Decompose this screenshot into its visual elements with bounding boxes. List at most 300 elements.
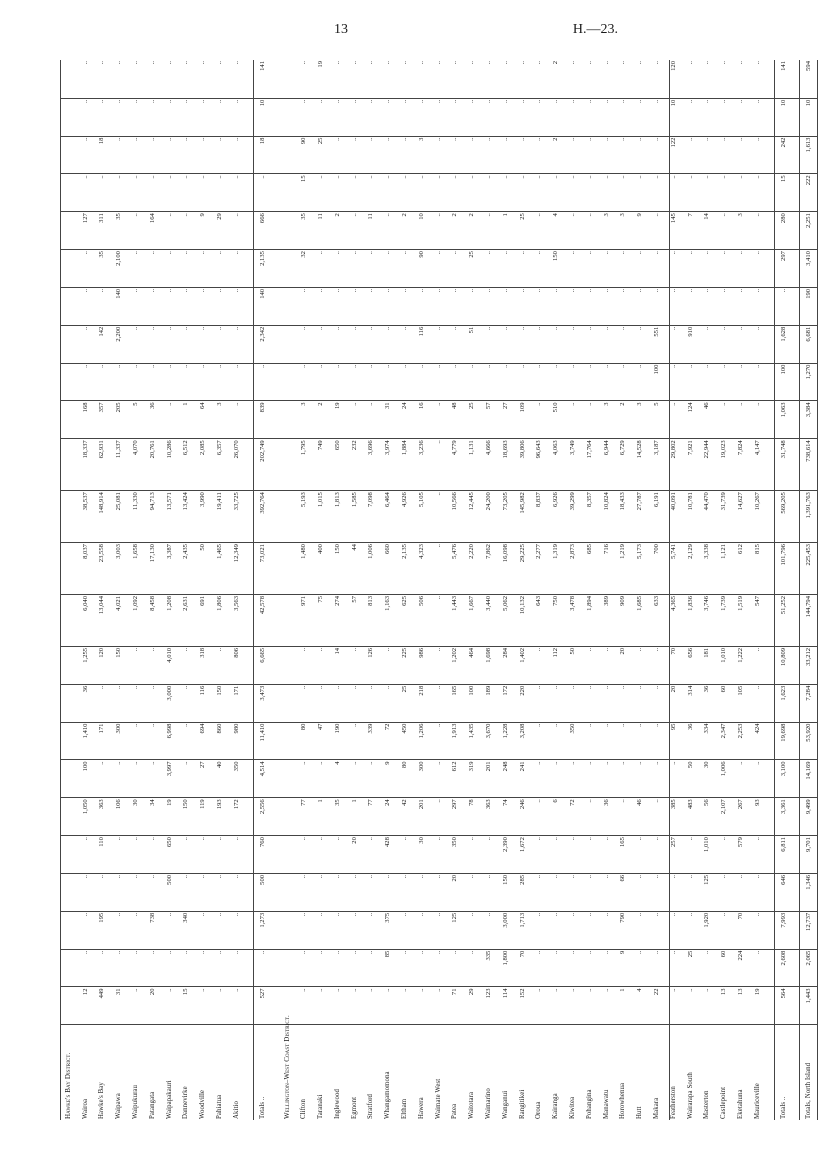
table-cell: 57: [346, 594, 363, 646]
table-cell: ..: [144, 136, 161, 174]
table-cell: ..: [581, 873, 598, 911]
table-cell: 11,330: [127, 491, 144, 543]
table-cell: 3,387: [161, 543, 178, 595]
table-cell: 3: [598, 401, 615, 439]
table-cell: ..: [127, 98, 144, 136]
table-cell: 1,015: [312, 491, 329, 543]
table-cell: 171: [94, 722, 111, 760]
table-cell: 1,813: [329, 491, 346, 543]
table-cell: 22: [648, 987, 665, 1025]
table-cell: ..: [346, 987, 363, 1025]
row-label: Kiwitea: [569, 1096, 576, 1119]
table-cell: ..: [514, 287, 531, 325]
table-cell: 50: [682, 760, 699, 798]
table-cell: 220: [514, 684, 531, 722]
table-cell: [279, 911, 296, 949]
table-cell: [766, 212, 775, 250]
table-cell: ..: [581, 60, 598, 98]
table-cell: ..: [346, 250, 363, 288]
table-cell: 1,800: [497, 949, 514, 987]
table-cell: ..: [178, 949, 195, 987]
row-label: Dannevirke: [182, 1086, 190, 1119]
table-cell: 643: [531, 594, 548, 646]
table-cell: ..: [497, 174, 514, 212]
table-cell: 1,443: [800, 987, 818, 1025]
table-cell: ..: [194, 363, 211, 401]
table-cell: 506: [413, 594, 430, 646]
table-cell: 357: [94, 401, 111, 439]
table-cell: 1,443: [447, 594, 464, 646]
table-cell: [766, 136, 775, 174]
table-cell: [279, 684, 296, 722]
table-cell: 10: [413, 212, 430, 250]
table-cell: ..: [682, 98, 699, 136]
table-cell: ..: [430, 60, 447, 98]
table-cell: ..: [346, 684, 363, 722]
table-cell: ..: [228, 325, 245, 363]
table-cell: ..: [631, 363, 648, 401]
table-cell: [245, 439, 254, 491]
table-cell: 18,337: [77, 439, 94, 491]
table-cell: ..: [531, 136, 548, 174]
table-cell: ..: [749, 98, 766, 136]
table-cell: 116: [413, 325, 430, 363]
table-cell: ..: [363, 287, 380, 325]
table-cell: ..: [480, 287, 497, 325]
table-cell: [279, 439, 296, 491]
table-cell: ..: [598, 684, 615, 722]
table-cell: ..: [379, 60, 396, 98]
table-cell: ..: [732, 136, 749, 174]
table-cell: 334: [698, 722, 715, 760]
table-cell: [271, 60, 279, 98]
table-cell: ..: [774, 287, 791, 325]
table-cell: ..: [547, 325, 564, 363]
table-cell: ..: [94, 363, 111, 401]
table-cell: ..: [346, 98, 363, 136]
table-cell: 40: [211, 760, 228, 798]
section-heading-row: [279, 60, 296, 1120]
table-cell: ..: [564, 873, 581, 911]
table-cell: ..: [77, 363, 94, 401]
table-cell: ..: [615, 798, 632, 836]
table-cell: 297: [447, 798, 464, 836]
table-cell: ..: [581, 836, 598, 874]
table-cell: 70: [514, 949, 531, 987]
table-cell: [271, 287, 279, 325]
table-cell: 114: [497, 987, 514, 1025]
table-cell: ..: [329, 911, 346, 949]
table-cell: ..: [598, 722, 615, 760]
table-cell: 1,202: [447, 646, 464, 684]
table-cell: ..: [631, 911, 648, 949]
table-cell: ..: [346, 646, 363, 684]
table-cell: ..: [598, 174, 615, 212]
table-cell: 1: [615, 987, 632, 1025]
table-cell: 6,665: [253, 646, 270, 684]
table-cell: 50: [564, 646, 581, 684]
table-cell: 29: [463, 987, 480, 1025]
table-cell: 738: [144, 911, 161, 949]
table-cell: ..: [715, 250, 732, 288]
table-cell: ..: [413, 174, 430, 212]
table-cell: ..: [581, 174, 598, 212]
table-cell: ..: [430, 646, 447, 684]
table-cell: ..: [430, 949, 447, 987]
table-cell: ..: [732, 760, 749, 798]
table-cell: 101,796: [774, 543, 791, 595]
table-cell: ..: [698, 949, 715, 987]
row-label: Pohangina: [585, 1089, 593, 1119]
table-cell: [245, 250, 254, 288]
row-label: Horowhenua: [619, 1082, 627, 1119]
table-cell: 242: [774, 136, 791, 174]
table-cell: ..: [581, 136, 598, 174]
table-cell: ..: [228, 401, 245, 439]
table-cell: 19,023: [715, 439, 732, 491]
table-cell: ..: [312, 250, 329, 288]
table-cell: ..: [598, 836, 615, 874]
table-cell: ..: [531, 684, 548, 722]
table-cell: 4,147: [749, 439, 766, 491]
table-cell: 350: [447, 836, 464, 874]
table-cell: [271, 646, 279, 684]
table-cell: ..: [698, 174, 715, 212]
table-cell: [245, 760, 254, 798]
table-cell: 3: [211, 401, 228, 439]
table-cell: 12,349: [228, 543, 245, 595]
table-cell: 450: [396, 722, 413, 760]
table-cell: ..: [514, 325, 531, 363]
table-cell: ..: [463, 949, 480, 987]
table-cell: 749: [312, 439, 329, 491]
table-cell: ..: [698, 287, 715, 325]
table-cell: [60, 287, 77, 325]
table-cell: 11: [363, 212, 380, 250]
table-cell: [791, 250, 800, 288]
table-cell: ..: [228, 949, 245, 987]
table-cell: 257: [665, 836, 682, 874]
table-cell: 3: [631, 401, 648, 439]
table-cell: ..: [581, 722, 598, 760]
table-cell: ..: [447, 325, 464, 363]
table-cell: ..: [144, 873, 161, 911]
table-cell: 2,135: [253, 250, 270, 288]
table-cell: ..: [346, 60, 363, 98]
table-cell: 110: [94, 836, 111, 874]
table-cell: 30: [413, 836, 430, 874]
table-cell: 94,713: [144, 491, 161, 543]
table-cell: [766, 760, 775, 798]
table-cell: [271, 174, 279, 212]
table-cell: ..: [110, 836, 127, 874]
table-cell: ..: [295, 325, 312, 363]
table-cell: ..: [346, 174, 363, 212]
table-cell: ..: [648, 760, 665, 798]
table-cell: 2,100: [110, 250, 127, 288]
table-cell: 4: [547, 212, 564, 250]
table-cell: ..: [715, 401, 732, 439]
table-cell: ..: [178, 250, 195, 288]
table-cell: ..: [715, 363, 732, 401]
table-cell: ..: [682, 836, 699, 874]
table-cell: ..: [749, 250, 766, 288]
table-cell: 666: [253, 212, 270, 250]
table-cell: 7,993: [774, 911, 791, 949]
table-cell: ..: [228, 363, 245, 401]
table-cell: [279, 325, 296, 363]
table-cell: ..: [749, 60, 766, 98]
table-cell: ..: [77, 287, 94, 325]
table-cell: ..: [682, 250, 699, 288]
table-cell: ..: [682, 873, 699, 911]
table-cell: 16,098: [497, 543, 514, 595]
table-cell: ..: [531, 798, 548, 836]
table-cell: ..: [161, 250, 178, 288]
table-cell: ..: [127, 60, 144, 98]
table-cell: 1,894: [581, 594, 598, 646]
table-cell: ..: [497, 250, 514, 288]
table-cell: 70: [665, 646, 682, 684]
table-cell: ..: [413, 60, 430, 98]
table-cell: 50: [194, 543, 211, 595]
table-row: [144, 60, 161, 1120]
table-cell: 145,982: [514, 491, 531, 543]
table-cell: 165: [447, 684, 464, 722]
table-cell: 3,478: [564, 594, 581, 646]
table-cell: ..: [77, 836, 94, 874]
table-cell: ..: [497, 60, 514, 98]
table-cell: [791, 60, 800, 98]
table-cell: ..: [194, 287, 211, 325]
table-cell: 29,225: [514, 543, 531, 595]
table-cell: ..: [295, 911, 312, 949]
table-cell: 813: [363, 594, 380, 646]
table-cell: ..: [312, 363, 329, 401]
table-row: [531, 60, 548, 1120]
table-cell: 172: [228, 798, 245, 836]
table-cell: ..: [110, 760, 127, 798]
table-cell: 3,997: [161, 760, 178, 798]
table-cell: [791, 836, 800, 874]
row-label: Mauriceville: [753, 1083, 761, 1119]
table-cell: ..: [564, 174, 581, 212]
table-cell: 11,410: [253, 722, 270, 760]
table-cell: 77: [295, 798, 312, 836]
table-cell: ..: [463, 60, 480, 98]
table-cell: 6,944: [598, 439, 615, 491]
table-cell: 36: [698, 684, 715, 722]
table-cell: ..: [194, 949, 211, 987]
table-cell: [279, 98, 296, 136]
table-cell: 29: [211, 212, 228, 250]
table-cell: ..: [682, 174, 699, 212]
table-cell: ..: [211, 287, 228, 325]
table-cell: ..: [564, 987, 581, 1025]
table-cell: 4,926: [396, 491, 413, 543]
table-cell: ..: [615, 174, 632, 212]
table-cell: ..: [581, 212, 598, 250]
table-cell: 225: [396, 646, 413, 684]
table-cell: 35: [295, 212, 312, 250]
table-cell: 339: [363, 722, 380, 760]
table-cell: 224: [732, 949, 749, 987]
table-cell: ..: [194, 174, 211, 212]
table-cell: ..: [631, 60, 648, 98]
table-cell: [791, 646, 800, 684]
table-cell: 30: [127, 798, 144, 836]
table-cell: [245, 684, 254, 722]
table-row: [598, 60, 615, 1120]
table-cell: ..: [480, 363, 497, 401]
table-cell: ..: [531, 212, 548, 250]
table-cell: ..: [144, 174, 161, 212]
table-cell: ..: [430, 363, 447, 401]
table-cell: 6,357: [211, 439, 228, 491]
table-cell: 5,105: [413, 491, 430, 543]
row-label: Waimate West: [434, 1078, 442, 1119]
table-cell: ..: [648, 836, 665, 874]
table-cell: 72: [564, 798, 581, 836]
table-cell: ..: [749, 212, 766, 250]
table-cell: ..: [715, 212, 732, 250]
table-cell: [791, 949, 800, 987]
table-cell: ..: [715, 60, 732, 98]
district-heading: Wellington–West Coast District.: [282, 1015, 291, 1119]
table-cell: ..: [312, 836, 329, 874]
table-cell: 20,761: [144, 439, 161, 491]
table-cell: ..: [665, 287, 682, 325]
table-cell: 6,926: [547, 491, 564, 543]
table-cell: [279, 174, 296, 212]
table-cell: ..: [178, 363, 195, 401]
table-cell: 222: [800, 174, 818, 212]
table-cell: ..: [413, 873, 430, 911]
table-cell: ..: [329, 363, 346, 401]
table-cell: [279, 543, 296, 595]
table-cell: 4,063: [547, 439, 564, 491]
table-cell: 195: [94, 911, 111, 949]
row-label: Akitio: [232, 1101, 240, 1119]
table-cell: 363: [94, 798, 111, 836]
table-cell: ..: [564, 250, 581, 288]
table-cell: [271, 684, 279, 722]
table-cell: ..: [715, 174, 732, 212]
table-cell: ..: [631, 287, 648, 325]
table-cell: ..: [144, 684, 161, 722]
table-cell: 11: [312, 212, 329, 250]
table-cell: 20: [447, 873, 464, 911]
table-cell: ..: [329, 873, 346, 911]
table-cell: ..: [732, 873, 749, 911]
table-cell: ..: [749, 949, 766, 987]
table-cell: 1,050: [77, 798, 94, 836]
table-cell: ..: [363, 873, 380, 911]
table-cell: 150: [547, 250, 564, 288]
table-row: [480, 60, 497, 1120]
row-label: Featherston: [669, 1086, 677, 1119]
table-cell: 1,698: [480, 646, 497, 684]
table-cell: ..: [228, 987, 245, 1025]
table-cell: 318: [194, 646, 211, 684]
table-cell: 14,528: [631, 439, 648, 491]
table-cell: ..: [547, 722, 564, 760]
table-cell: ..: [94, 684, 111, 722]
table-cell: 218: [413, 684, 430, 722]
table-cell: 19: [312, 60, 329, 98]
table-cell: 1,623: [774, 684, 791, 722]
table-cell: 350: [228, 760, 245, 798]
table-cell: 2: [312, 401, 329, 439]
table-cell: 105: [732, 684, 749, 722]
table-row: [346, 60, 363, 1120]
table-cell: 1: [346, 798, 363, 836]
table-cell: [766, 911, 775, 949]
table-cell: 71: [447, 987, 464, 1025]
table-cell: 14,169: [800, 760, 818, 798]
table-cell: 47: [312, 722, 329, 760]
table-cell: 148,914: [94, 491, 111, 543]
table-cell: ..: [749, 684, 766, 722]
table-cell: 691: [194, 594, 211, 646]
table-cell: ..: [732, 363, 749, 401]
table-cell: 31,739: [715, 491, 732, 543]
table-cell: 246: [514, 798, 531, 836]
table-cell: ..: [581, 250, 598, 288]
table-row: [732, 60, 749, 1120]
table-cell: 64: [194, 401, 211, 439]
table-cell: ..: [211, 136, 228, 174]
table-cell: ..: [497, 98, 514, 136]
row-label: [271, 1025, 279, 1120]
statistics-table-rotated: [60, 60, 813, 1120]
table-cell: [60, 250, 77, 288]
table-cell: ..: [312, 646, 329, 684]
table-cell: [271, 798, 279, 836]
table-cell: ..: [564, 287, 581, 325]
table-cell: ..: [144, 98, 161, 136]
table-cell: ..: [598, 250, 615, 288]
table-row: [110, 60, 127, 1120]
table-cell: 46: [698, 401, 715, 439]
table-cell: 551: [648, 325, 665, 363]
table-cell: 19: [749, 987, 766, 1025]
table-cell: ..: [253, 174, 270, 212]
table-cell: ..: [547, 287, 564, 325]
table-cell: ..: [598, 136, 615, 174]
table-row: [161, 60, 178, 1120]
table-cell: ..: [698, 98, 715, 136]
table-cell: ..: [648, 684, 665, 722]
table-cell: 3,563: [228, 594, 245, 646]
table-cell: 839: [253, 401, 270, 439]
table-cell: 19,411: [211, 491, 228, 543]
table-row: [547, 60, 564, 1120]
table-cell: [766, 363, 775, 401]
table-cell: [766, 646, 775, 684]
table-cell: [279, 212, 296, 250]
row-label: Taranaki: [317, 1094, 325, 1119]
table-cell: ..: [127, 684, 144, 722]
table-cell: [271, 836, 279, 874]
table-cell: ..: [211, 250, 228, 288]
table-cell: [766, 987, 775, 1025]
table-cell: 971: [295, 594, 312, 646]
table-row: [497, 60, 514, 1120]
table-cell: ..: [228, 98, 245, 136]
table-cell: 150: [497, 873, 514, 911]
table-cell: 13,044: [94, 594, 111, 646]
